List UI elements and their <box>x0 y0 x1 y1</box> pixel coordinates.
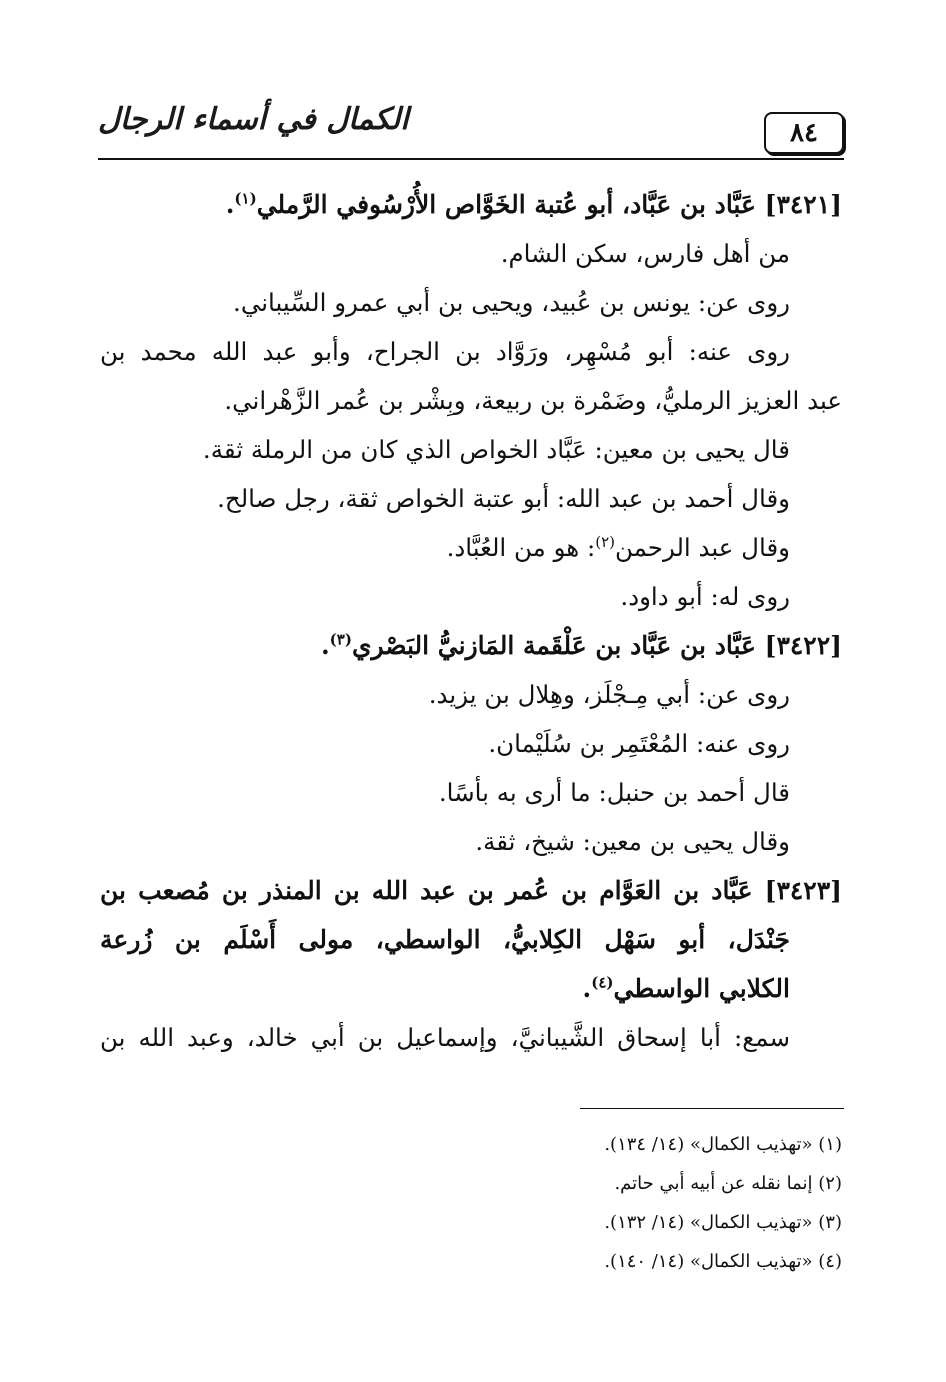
entry-heading-continued: الكلابي الواسطي$^{(٤)}$. <box>582 973 790 1003</box>
page-header <box>98 98 844 160</box>
footnote-item: (٤) «تهذيب الكمال» (١٤/ ١٤٠). <box>604 1251 842 1272</box>
text-line: قال أحمد بن حنبل: ما أرى به بأسًا. <box>438 778 790 807</box>
header-rule <box>98 158 844 160</box>
entry-heading-3423: [٣٤٢٣] عَبَّاد بن العَوَّام بن عُمر بن عبد الله بن المنذر بن مُصعب بن <box>100 876 842 905</box>
text-line: عبد العزيز الرمليُّ، وضَمْرة بن ربيعة، وبِشْر بن عُمر الزَّهْراني. <box>224 386 842 415</box>
footnote-ref-1: (١) <box>234 189 257 208</box>
text-line: سمع: أبا إسحاق الشَّيبانيَّ، وإسماعيل بن أبي خالد، وعبد الله بن <box>100 1023 790 1052</box>
entry-heading-continued: جَنْدَل، أبو سَهْل الكِلابيُّ، الواسطي، مولى أَسْلَم بن زُرعة <box>100 925 790 954</box>
footnote-item: (١) «تهذيب الكمال» (١٤/ ١٣٤). <box>604 1134 842 1155</box>
text-line: من أهل فارس، سكن الشام. <box>500 239 790 268</box>
text-line: قال يحيى بن معين: عَبَّاد الخواص الذي كان من الرملة ثقة. <box>202 435 790 464</box>
text-line: روى عنه: أبو مُسْهِر، ورَوَّاد بن الجراح، وأبو عبد الله محمد بن <box>100 337 790 366</box>
text-line: روى عن: يونس بن عُبيد، ويحيى بن أبي عمرو السِّيباني. <box>233 288 790 317</box>
text-line: روى له: أبو داود. <box>620 582 790 611</box>
text-line: وقال عبد الرحمن$^{(٢)}$: هو من العُبَّاد. <box>446 532 790 562</box>
page-number: ٨٤ <box>790 118 818 148</box>
text-line: روى عنه: المُعْتَمِر بن سُلَيْمان. <box>488 729 790 758</box>
text-line: وقال يحيى بن معين: شيخ، ثقة. <box>475 827 790 856</box>
footnote-item: (٣) «تهذيب الكمال» (١٤/ ١٣٢). <box>604 1212 842 1233</box>
book-title-calligraphy: الكمال في أسماء الرجال <box>98 102 409 137</box>
main-text <box>100 180 842 1062</box>
text-line: روى عن: أبي مِـجْلَز، وهِلال بن يزيد. <box>428 680 790 709</box>
footnote-ref-4: (٤) <box>591 973 614 992</box>
text-line: وقال أحمد بن عبد الله: أبو عتبة الخواص ثقة، رجل صالح. <box>217 484 790 513</box>
footnote-ref-3: (٣) <box>329 630 352 649</box>
footnotes <box>100 1125 842 1281</box>
entry-heading-3422: [٣٤٢٢] عَبَّاد بن عَبَّاد بن عَلْقَمة المَازنيُّ البَصْري$^{(٣)}$. <box>320 630 842 660</box>
footnote-item: (٢) إنما نقله عن أبيه أبي حاتم. <box>614 1173 842 1194</box>
footnote-ref-2: (٢) <box>595 532 615 551</box>
entry-heading-3421: [٣٤٢١] عَبَّاد بن عَبَّاد، أبو عُتبة الخَوَّاص الأُرْسُوفي الرَّملي$^{(١)}$. <box>225 189 842 219</box>
footnote-separator <box>580 1108 844 1109</box>
page-number-box <box>764 112 844 154</box>
